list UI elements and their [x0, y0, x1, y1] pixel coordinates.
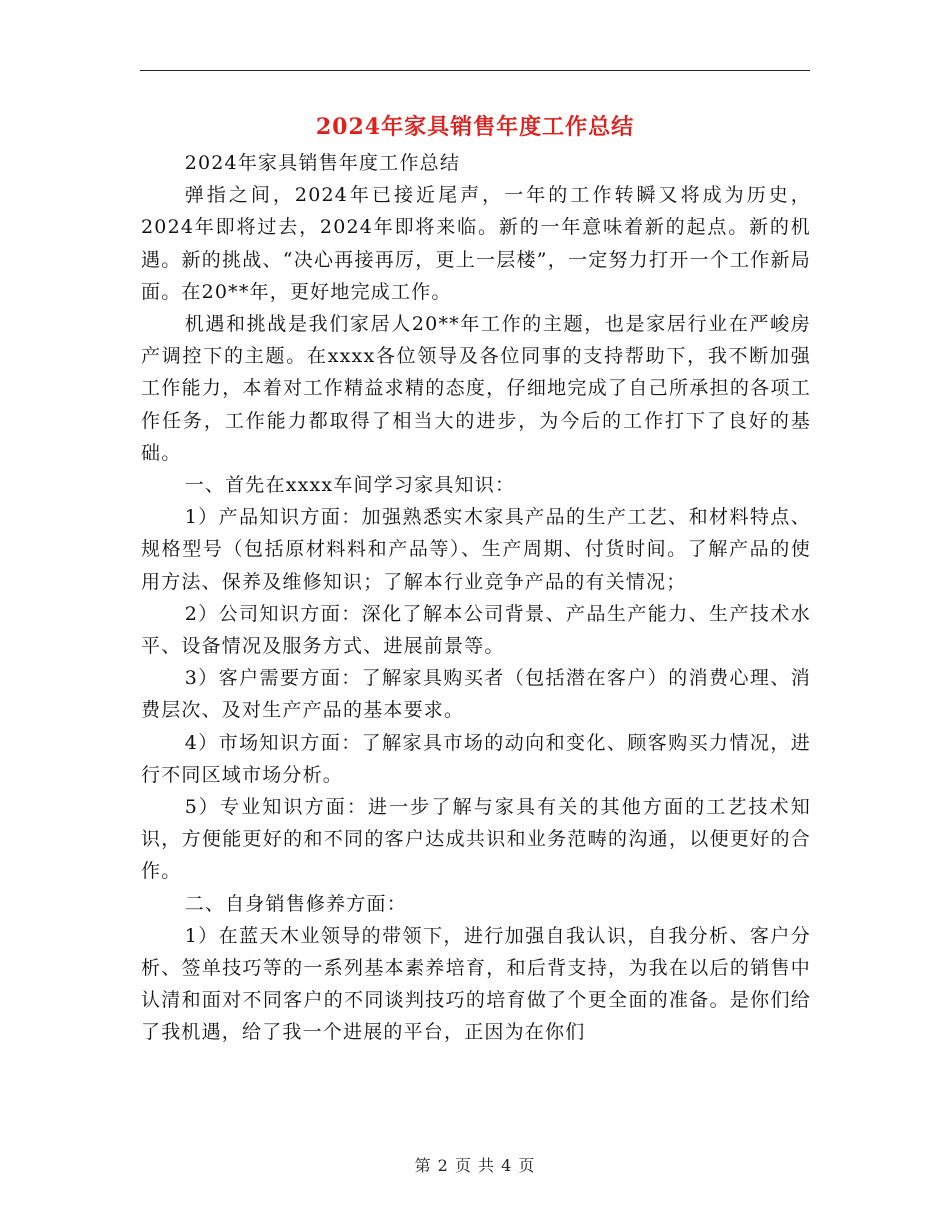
list-item: 1）产品知识方面：加强熟悉实木家具产品的生产工艺、和材料特点、规格型号（包括原材料料和产品等）、生产周期、付货时间。了解产品的使用方法、保养及维修知识；了解本行业竞争产品的有关情况；: [141, 506, 811, 593]
list-item: 1）在蓝天木业领导的带领下，进行加强自我认识，自我分析、客户分析、签单技巧等的一系列基本素养培育，和后背支持，为我在以后的销售中认清和面对不同客户的不同谈判技巧的培育做了个更全面的准备。是你们给了我机遇，给了我一个进展的平台，正因为在你们: [141, 924, 811, 1044]
page-footer: 第 2 页 共 4 页: [414, 1156, 536, 1175]
paragraph-subtitle: 2024年家具销售年度工作总结: [184, 152, 461, 174]
section-heading: 二、自身销售修养方面：: [184, 892, 407, 915]
list-item: 2）公司知识方面：深化了解本公司背景、产品生产能力、生产技术水平、设备情况及服务方式、进展前景等。: [141, 602, 811, 658]
paragraph: 机遇和挑战是我们家居人20**年工作的主题，也是家居行业在严峻房产调控下的主题。在xxxx各位领导及各位同事的支持帮助下，我不断加强工作能力，本着对工作精益求精的态度，仔细地完成了自己所承担的各项工作任务，工作能力都取得了相当大的进步，为今后的工作打下了良好的基础。: [141, 313, 811, 464]
list-item: 4）市场知识方面：了解家具市场的动向和变化、顾客购买力情况，进行不同区域市场分析。: [141, 731, 811, 786]
page-title: 2024年家具销售年度工作总结: [315, 114, 635, 140]
paragraph: 弹指之间，2024年已接近尾声，一年的工作转瞬又将成为历史，2024年即将过去，2024年即将来临。新的一年意味着新的起点。新的机遇。新的挑战、“决心再接再厉，更上一层楼”，一定努力打开一个工作新局面。在20**年，更好地完成工作。: [141, 184, 811, 303]
document-body: [141, 147, 811, 1049]
list-item: 3）客户需要方面：了解家具购买者（包括潜在客户）的消费心理、消费层次、及对生产产品的基本要求。: [141, 667, 811, 722]
list-item: 5）专业知识方面：进一步了解与家具有关的其他方面的工艺技术知识，方便能更好的和不同的客户达成共识和业务范畴的沟通，以便更好的合作。: [141, 796, 811, 883]
header-rule: [140, 70, 810, 71]
section-heading: 一、首先在xxxx车间学习家具知识：: [184, 474, 516, 497]
